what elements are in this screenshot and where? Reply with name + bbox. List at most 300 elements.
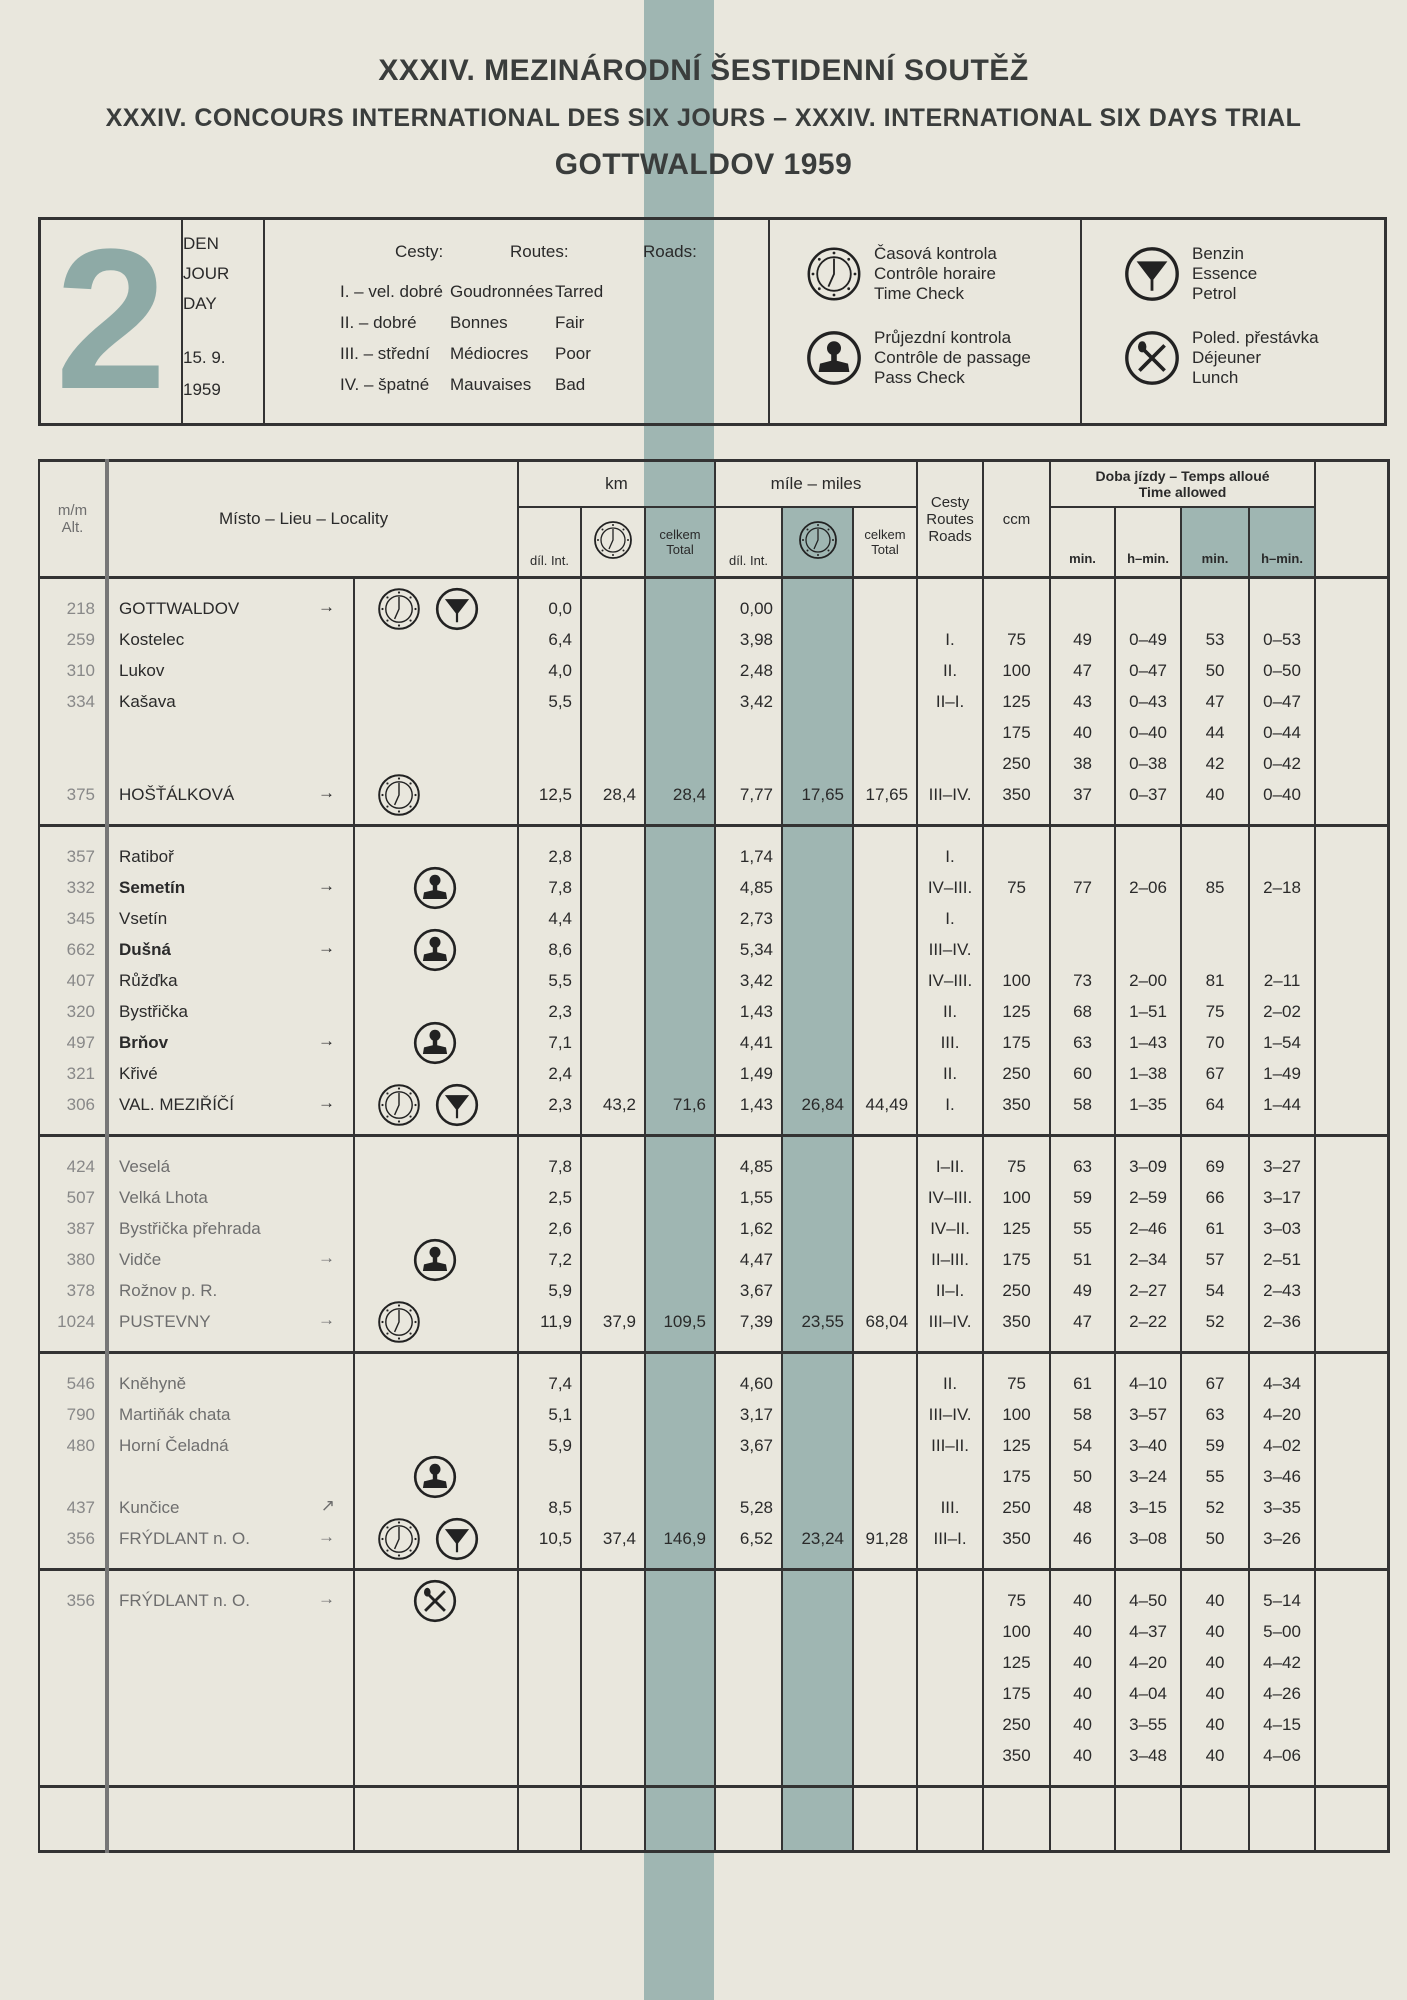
km-total-cell: 146,9	[645, 1523, 715, 1554]
table-row	[39, 1678, 1388, 1709]
min1-cell: 61	[1050, 1368, 1115, 1399]
km-clock-cell: 37,4	[581, 1523, 645, 1554]
spacer-cell	[1181, 1554, 1249, 1570]
roads-cell: II.	[917, 655, 983, 686]
mi-total-cell	[853, 1585, 917, 1616]
alt-cell: 546	[39, 1368, 107, 1399]
min2-cell: 40	[1181, 1678, 1249, 1709]
mi-total-cell	[853, 1461, 917, 1492]
icons-cell	[354, 1182, 518, 1213]
roads-cell: II–I.	[917, 686, 983, 717]
legend-petrol	[1124, 244, 1257, 304]
mi-total-cell	[853, 841, 917, 872]
min1-cell: 43	[1050, 686, 1115, 717]
km-clock-cell	[581, 1678, 645, 1709]
routes-header-fr: Routes:	[510, 242, 569, 261]
icons-cell	[354, 1678, 518, 1709]
mi-total-cell	[853, 1709, 917, 1740]
mi-clock-cell	[782, 1740, 853, 1771]
mi-clock-cell	[782, 1151, 853, 1182]
blank-cell	[1315, 1182, 1388, 1213]
ccm-cell: 75	[983, 1585, 1050, 1616]
min1-cell: 63	[1050, 1027, 1115, 1058]
icons-cell	[354, 965, 518, 996]
min2-cell	[1181, 934, 1249, 965]
km-total-cell	[645, 1182, 715, 1213]
mi-int-cell: 5,28	[715, 1492, 782, 1523]
alt-cell: 662	[39, 934, 107, 965]
spacer-row	[39, 1337, 1388, 1353]
min1-cell: 60	[1050, 1058, 1115, 1089]
roads-cell: IV–II.	[917, 1213, 983, 1244]
day-date: 15. 9.	[183, 348, 226, 367]
ccm-cell: 175	[983, 1461, 1050, 1492]
spacer-cell	[354, 1771, 518, 1787]
mi-int-cell	[715, 717, 782, 748]
table-row	[39, 1585, 1388, 1616]
routes-legend-entry: III. – střední	[340, 344, 430, 363]
roads-header	[917, 461, 983, 578]
mi-int-cell: 2,73	[715, 903, 782, 934]
day-label-cz: DEN	[183, 234, 219, 253]
km-int-cell: 12,5	[518, 779, 581, 810]
km-total-cell	[645, 717, 715, 748]
ccm-cell: 250	[983, 1275, 1050, 1306]
km-int-cell: 2,4	[518, 1058, 581, 1089]
roads-cell: IV–III.	[917, 965, 983, 996]
hmin2-cell: 0–47	[1249, 686, 1315, 717]
blank-cell	[1181, 1787, 1249, 1820]
alt-header-unit: m/m	[57, 502, 88, 519]
alt-cell: 380	[39, 1244, 107, 1275]
blank-cell	[1315, 686, 1388, 717]
table-row	[39, 1213, 1388, 1244]
table-row	[39, 1461, 1388, 1492]
mi-total-cell	[853, 1492, 917, 1523]
roads-cell	[917, 1740, 983, 1771]
locality-name: Kunčice	[119, 1497, 180, 1517]
ccm-cell: 175	[983, 717, 1050, 748]
spacer-cell	[354, 1136, 518, 1152]
hmin1-cell: 2–00	[1115, 965, 1181, 996]
spacer-cell	[581, 1120, 645, 1136]
section-4	[39, 1353, 1388, 1570]
alt-cell: 332	[39, 872, 107, 903]
km-int-cell: 7,4	[518, 1368, 581, 1399]
checks-legend	[770, 220, 1082, 423]
mi-clock-cell	[782, 1709, 853, 1740]
roads-cell: III.	[917, 1492, 983, 1523]
spacer-cell	[107, 1771, 354, 1787]
place-cell	[107, 779, 354, 810]
locality-name: Horní Čeladná	[119, 1435, 229, 1455]
spacer-cell	[715, 1120, 782, 1136]
spacer-cell	[1115, 1337, 1181, 1353]
section-5	[39, 1570, 1388, 1787]
spacer-cell	[39, 1554, 107, 1570]
place-cell	[107, 655, 354, 686]
km-total-cell	[645, 1461, 715, 1492]
spacer-cell	[782, 810, 853, 826]
blank-cell	[1115, 1787, 1181, 1820]
blank-row	[39, 1819, 1388, 1852]
blank-cell	[1315, 655, 1388, 686]
roads-cell: III–IV.	[917, 1399, 983, 1430]
locality-name: Lukov	[119, 660, 165, 680]
km-clock-cell	[581, 841, 645, 872]
ccm-cell: 175	[983, 1244, 1050, 1275]
spacer-cell	[983, 578, 1050, 594]
hmin1-cell: 0–43	[1115, 686, 1181, 717]
roads-cell: I.	[917, 841, 983, 872]
spacer-cell	[1249, 1120, 1315, 1136]
blank-cell	[1315, 1523, 1388, 1554]
hmin2-cell: 4–02	[1249, 1430, 1315, 1461]
mi-clock-cell	[782, 748, 853, 779]
spacer-cell	[1050, 1771, 1115, 1787]
spacer-cell	[107, 1554, 354, 1570]
min1-cell: 40	[1050, 1647, 1115, 1678]
mi-int-cell: 1,62	[715, 1213, 782, 1244]
place-cell	[107, 1430, 354, 1461]
table-row	[39, 655, 1388, 686]
spacer-cell	[715, 578, 782, 594]
title-line-3: GOTTWALDOV 1959	[554, 148, 853, 181]
blank-cell	[715, 1819, 782, 1852]
mi-clock-cell	[782, 934, 853, 965]
min2-cell: 59	[1181, 1430, 1249, 1461]
mi-int-cell	[715, 1616, 782, 1647]
km-int-cell: 6,4	[518, 624, 581, 655]
mi-clock-cell	[782, 624, 853, 655]
table-row	[39, 996, 1388, 1027]
km-total-cell	[645, 965, 715, 996]
spacer-cell	[917, 1353, 983, 1369]
km-int-cell: 7,1	[518, 1027, 581, 1058]
min2-cell	[1181, 903, 1249, 934]
km-clock-cell	[581, 717, 645, 748]
locality-name: Křivé	[119, 1063, 158, 1083]
spacer-cell	[1050, 1337, 1115, 1353]
spacer-cell	[917, 578, 983, 594]
hmin2-cell: 4–34	[1249, 1368, 1315, 1399]
legend-text: Petrol	[1192, 284, 1237, 303]
mi-int-cell	[715, 1709, 782, 1740]
min2-cell: 40	[1181, 1616, 1249, 1647]
km-clock-cell: 37,9	[581, 1306, 645, 1337]
spacer-cell	[581, 1136, 645, 1152]
table-footer-blank	[39, 1787, 1388, 1852]
blank-cell	[1315, 1306, 1388, 1337]
locality-name: Bystřička	[119, 1001, 188, 1021]
spacer-cell	[1249, 1353, 1315, 1369]
mi-total-cell	[853, 996, 917, 1027]
blank-cell	[1315, 1275, 1388, 1306]
km-int-cell: 5,9	[518, 1275, 581, 1306]
hmin2-cell: 0–50	[1249, 655, 1315, 686]
spacer-cell	[1181, 1570, 1249, 1586]
mi-total-cell: 17,65	[853, 779, 917, 810]
place-cell	[107, 996, 354, 1027]
km-int-cell: 7,8	[518, 1151, 581, 1182]
blank-cell	[1315, 1585, 1388, 1616]
mi-total-cell	[853, 593, 917, 624]
km-int-cell: 5,9	[518, 1430, 581, 1461]
mi-total-cell	[853, 624, 917, 655]
hmin2-cell: 5–00	[1249, 1616, 1315, 1647]
miles-header: míle – miles	[715, 461, 917, 508]
spacer-cell	[645, 826, 715, 842]
locality-name: Vidče	[119, 1249, 162, 1269]
spacer-cell	[1115, 1771, 1181, 1787]
spacer-cell	[1181, 810, 1249, 826]
mi-clock-cell	[782, 593, 853, 624]
spacer-cell	[782, 1120, 853, 1136]
hmin2-cell: 3–03	[1249, 1213, 1315, 1244]
ccm-header: ccm	[983, 461, 1050, 578]
min2-cell: 70	[1181, 1027, 1249, 1058]
locality-name: Semetín	[119, 877, 186, 897]
legend-text: Contrôle de passage	[874, 348, 1031, 367]
spacer-cell	[518, 1771, 581, 1787]
icons-cell	[354, 779, 518, 810]
km-int-cell	[518, 717, 581, 748]
min1-cell	[1050, 934, 1115, 965]
km-clock-cell	[581, 748, 645, 779]
hmin1-cell: 3–24	[1115, 1461, 1181, 1492]
hmin1-cell: 3–08	[1115, 1523, 1181, 1554]
spacer-cell	[715, 1570, 782, 1586]
km-total-cell	[645, 1058, 715, 1089]
roads-cell: IV–III.	[917, 872, 983, 903]
time-check-icon	[377, 1300, 421, 1349]
spacer-cell	[1315, 1570, 1388, 1586]
locality-name: Vsetín	[119, 908, 168, 928]
place-cell	[107, 1399, 354, 1430]
roads-cell: I.	[917, 1089, 983, 1120]
mi-clock-cell	[782, 1244, 853, 1275]
roads-cell	[917, 1616, 983, 1647]
table-row	[39, 1244, 1388, 1275]
blank-cell	[1181, 1819, 1249, 1852]
km-clock-cell	[581, 1027, 645, 1058]
km-int-cell	[518, 1647, 581, 1678]
blank-cell	[1315, 841, 1388, 872]
arrow-icon: →	[318, 1093, 335, 1112]
spacer-cell	[581, 1771, 645, 1787]
spacer-cell	[853, 1136, 917, 1152]
blank-cell	[917, 1787, 983, 1820]
km-total-cell	[645, 1709, 715, 1740]
spacer-cell	[917, 1570, 983, 1586]
spacer-cell	[917, 1136, 983, 1152]
blank-cell	[1315, 1709, 1388, 1740]
legend-text: Pass Check	[874, 368, 965, 387]
spacer-cell	[39, 1120, 107, 1136]
place-cell	[107, 1523, 354, 1554]
km-total-header	[645, 507, 715, 578]
spacer-cell	[853, 1120, 917, 1136]
mi-total-cell	[853, 1058, 917, 1089]
ccm-cell	[983, 934, 1050, 965]
table-row	[39, 1740, 1388, 1771]
mi-clock-cell	[782, 1616, 853, 1647]
spacer-row	[39, 1771, 1388, 1787]
table-row	[39, 1275, 1388, 1306]
spacer-cell	[1050, 1120, 1115, 1136]
alt-cell: 407	[39, 965, 107, 996]
min2-cell: 47	[1181, 686, 1249, 717]
spacer-cell	[645, 1136, 715, 1152]
mi-clock-cell	[782, 1182, 853, 1213]
spacer-row	[39, 1120, 1388, 1136]
roads-cell	[917, 1709, 983, 1740]
min1-cell: 48	[1050, 1492, 1115, 1523]
spacer-cell	[782, 1771, 853, 1787]
hmin1-cell: 2–27	[1115, 1275, 1181, 1306]
hmin1-cell: 4–50	[1115, 1585, 1181, 1616]
roads-cell: IV–III.	[917, 1182, 983, 1213]
hmin2-cell: 0–53	[1249, 624, 1315, 655]
place-cell	[107, 686, 354, 717]
ccm-cell: 175	[983, 1027, 1050, 1058]
km-clock-cell	[581, 1213, 645, 1244]
blank-cell	[1315, 1492, 1388, 1523]
km-int-cell: 10,5	[518, 1523, 581, 1554]
legend-text: Benzin	[1192, 244, 1244, 263]
blank-cell	[1315, 1089, 1388, 1120]
hmin2-cell: 1–54	[1249, 1027, 1315, 1058]
mi-total-cell: 91,28	[853, 1523, 917, 1554]
hmin2-cell: 5–14	[1249, 1585, 1315, 1616]
time-check-icon	[593, 520, 633, 560]
blank-cell	[1315, 717, 1388, 748]
spacer-cell	[39, 1337, 107, 1353]
icons-cell	[354, 934, 518, 965]
km-total-cell	[645, 1368, 715, 1399]
table-row	[39, 1430, 1388, 1461]
mi-int-cell: 4,60	[715, 1368, 782, 1399]
blank-cell	[581, 1819, 645, 1852]
mi-int-cell: 3,42	[715, 686, 782, 717]
mi-total-cell	[853, 1647, 917, 1678]
route-table	[38, 459, 1390, 1853]
spacer-cell	[983, 1120, 1050, 1136]
alt-cell	[39, 717, 107, 748]
alt-cell: 480	[39, 1430, 107, 1461]
blank-cell	[782, 1787, 853, 1820]
petrol-icon	[1124, 246, 1180, 302]
spacer-cell	[1050, 810, 1115, 826]
min1-cell	[1050, 903, 1115, 934]
min2-cell: 40	[1181, 779, 1249, 810]
place-cell	[107, 1244, 354, 1275]
mi-total-cell: 44,49	[853, 1089, 917, 1120]
mi-int-cell: 0,00	[715, 593, 782, 624]
km-clock-cell	[581, 655, 645, 686]
miles-int-header: díl. Int.	[715, 507, 782, 578]
km-clock-cell	[581, 1151, 645, 1182]
spacer-cell	[983, 810, 1050, 826]
alt-cell: 497	[39, 1027, 107, 1058]
blank-cell	[1315, 1740, 1388, 1771]
spacer-cell	[581, 1353, 645, 1369]
ccm-cell: 350	[983, 1740, 1050, 1771]
km-int-cell: 5,5	[518, 686, 581, 717]
arrow-icon: →	[318, 1310, 335, 1329]
mi-int-cell: 3,67	[715, 1430, 782, 1461]
min2-cell: 52	[1181, 1492, 1249, 1523]
alt-cell	[39, 1461, 107, 1492]
km-total-cell	[645, 1647, 715, 1678]
min2-cell: 52	[1181, 1306, 1249, 1337]
blank-cell	[1249, 1819, 1315, 1852]
alt-cell: 218	[39, 593, 107, 624]
ccm-cell: 250	[983, 1709, 1050, 1740]
roads-header-en: Roads	[928, 527, 972, 545]
blank-cell	[1315, 779, 1388, 810]
mi-total-cell	[853, 1182, 917, 1213]
roads-cell	[917, 1585, 983, 1616]
min1-cell: 40	[1050, 1585, 1115, 1616]
mi-clock-cell	[782, 1678, 853, 1709]
spacer-cell	[1315, 1120, 1388, 1136]
spacer-cell	[1050, 578, 1115, 594]
spacer-cell	[1115, 1120, 1181, 1136]
roads-cell: III–I.	[917, 1523, 983, 1554]
km-int-cell	[518, 1461, 581, 1492]
mi-total-cell	[853, 1027, 917, 1058]
locality-name: Kostelec	[119, 629, 185, 649]
ccm-cell: 75	[983, 624, 1050, 655]
place-cell	[107, 1213, 354, 1244]
alt-cell	[39, 748, 107, 779]
km-clock-cell	[581, 1368, 645, 1399]
spacer-cell	[853, 810, 917, 826]
mi-clock-cell: 23,24	[782, 1523, 853, 1554]
alt-cell: 1024	[39, 1306, 107, 1337]
spacer-cell	[581, 810, 645, 826]
alt-cell: 310	[39, 655, 107, 686]
spacer-cell	[645, 1771, 715, 1787]
arrow-icon: ↗	[320, 1496, 335, 1515]
place-cell	[107, 1678, 354, 1709]
hmin1-cell	[1115, 934, 1181, 965]
routes-header-cz: Cesty:	[395, 242, 444, 261]
spacer-row	[39, 810, 1388, 826]
roads-cell: II–III.	[917, 1244, 983, 1275]
table-row	[39, 748, 1388, 779]
arrow-icon: →	[318, 1589, 335, 1608]
place-cell	[107, 841, 354, 872]
blank-cell	[1315, 872, 1388, 903]
hmin1-cell: 3–09	[1115, 1151, 1181, 1182]
ccm-cell: 125	[983, 1647, 1050, 1678]
section-2	[39, 826, 1388, 1136]
spacer-cell	[1315, 578, 1388, 594]
icons-cell	[354, 717, 518, 748]
km-total-cell	[645, 655, 715, 686]
roads-header-fr: Routes	[926, 510, 974, 528]
km-clock-cell	[581, 1461, 645, 1492]
km-clock-cell	[581, 1244, 645, 1275]
arrow-icon: →	[318, 1031, 335, 1050]
km-int-cell	[518, 1740, 581, 1771]
icons-cell	[354, 1647, 518, 1678]
spacer-cell	[853, 1554, 917, 1570]
place-cell	[107, 624, 354, 655]
locality-name: PUSTEVNY	[119, 1311, 211, 1331]
